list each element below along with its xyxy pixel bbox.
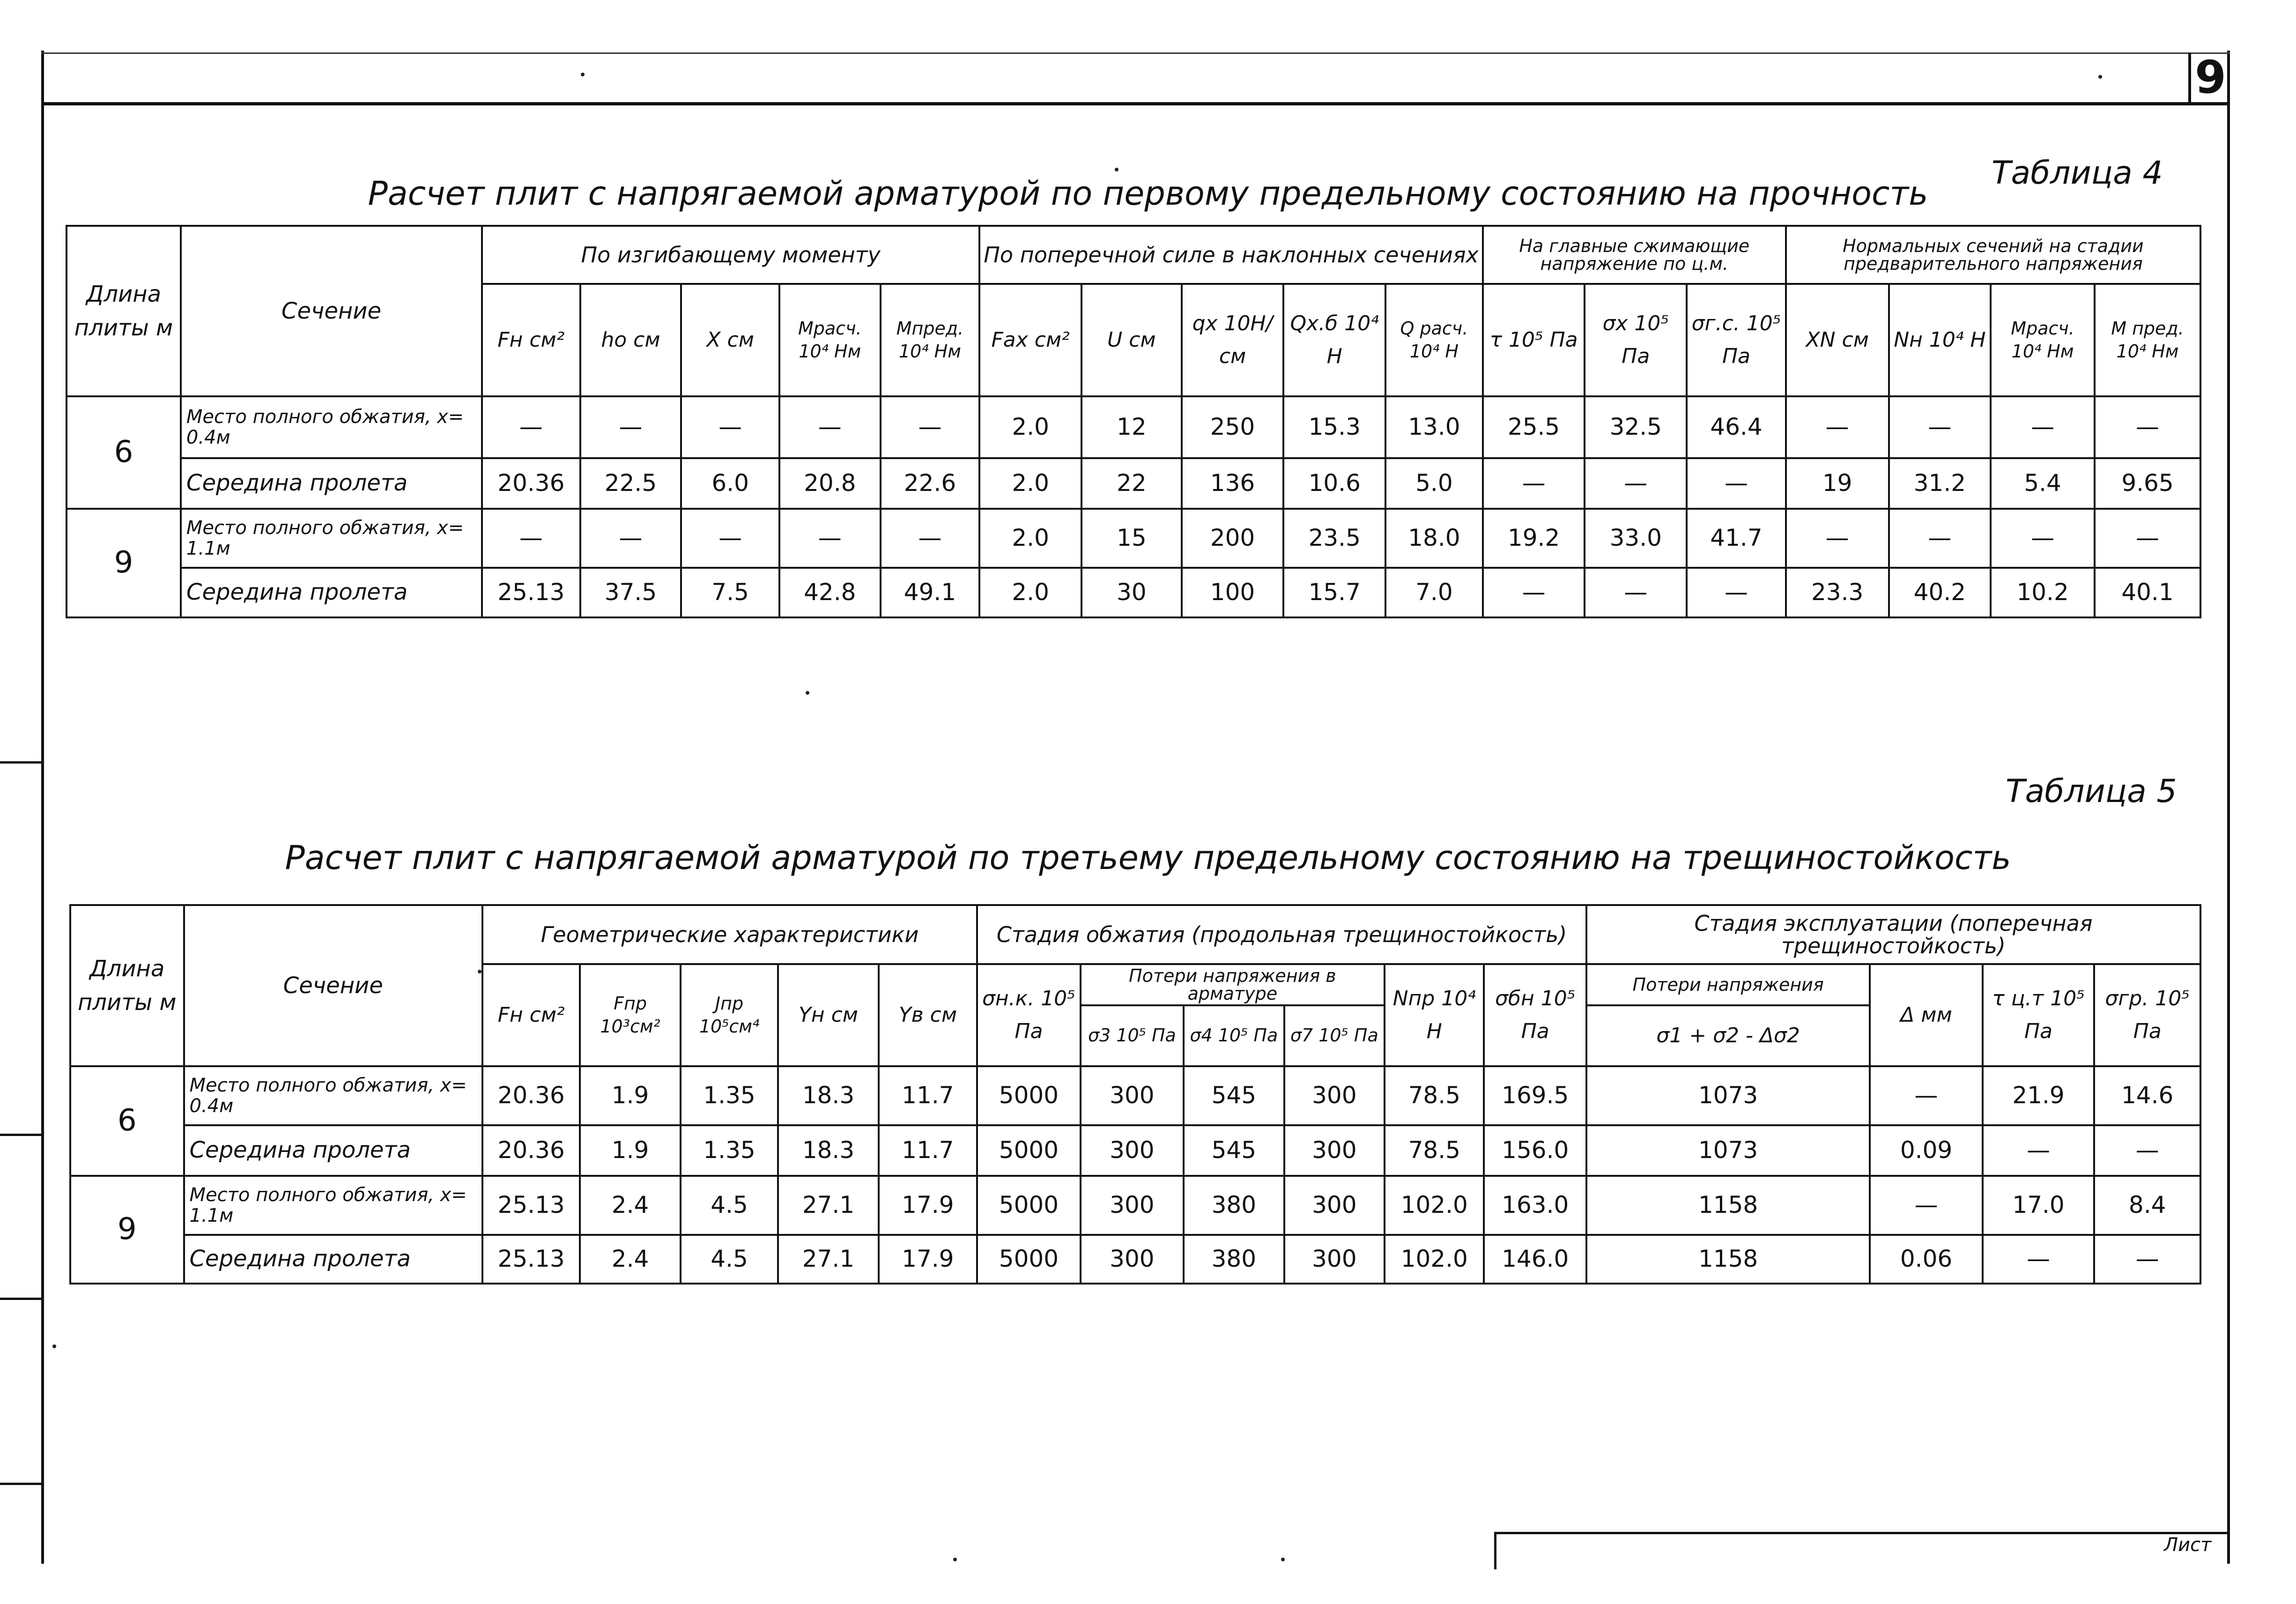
table5-plate-length: 6	[70, 1066, 184, 1176]
table-cell: 545	[1184, 1125, 1284, 1176]
table5-col-header: Fпр 10³см²	[580, 964, 680, 1066]
table-cell: 10.2	[1991, 568, 2095, 617]
margin-tick	[0, 1298, 42, 1300]
table-cell: 37.5	[580, 568, 681, 617]
table-cell: —	[2094, 1235, 2200, 1284]
table4-group-shear: По поперечной силе в наклонных сечениях	[979, 226, 1482, 284]
table-cell: 40.1	[2095, 568, 2200, 617]
table4-section-label: Место полного обжатия, x= 0.4м	[181, 396, 482, 458]
table-cell: —	[881, 509, 980, 568]
table5-col-header: σ7 10⁵ Па	[1284, 1005, 1385, 1066]
table4-col-header: qх 10Н/см	[1182, 284, 1284, 396]
table-cell: —	[1687, 568, 1786, 617]
table-cell: —	[1983, 1235, 2095, 1284]
table5-group-geometry: Геометрические характеристики	[482, 905, 977, 964]
table4-title: Расчет плит с напрягаемой арматурой по первому предельному состоянию на прочность	[368, 174, 1928, 213]
table-cell: 5.0	[1385, 458, 1483, 509]
scan-speck	[1115, 168, 1118, 171]
table5-col-header: σгр. 10⁵ Па	[2094, 964, 2200, 1066]
table-cell: 21.9	[1983, 1066, 2095, 1125]
table-cell: 42.8	[779, 568, 881, 617]
scan-speck	[953, 1558, 957, 1561]
table5-section-label: Место полного обжатия, x= 0.4м	[184, 1066, 482, 1125]
table5-section-label: Середина пролета	[184, 1125, 482, 1176]
table-cell: 10.6	[1283, 458, 1385, 509]
table-cell: 2.0	[979, 568, 1081, 617]
table-cell: —	[681, 509, 779, 568]
table-cell: —	[681, 396, 779, 458]
table-cell: 380	[1184, 1235, 1284, 1284]
table-cell: 18.3	[778, 1125, 878, 1176]
table-cell: 2.0	[979, 509, 1081, 568]
table-cell: 15.3	[1283, 396, 1385, 458]
table-cell: 102.0	[1385, 1235, 1484, 1284]
table-cell: 7.5	[681, 568, 779, 617]
table5-group-compression: Стадия обжатия (продольная трещиностойкость)	[977, 905, 1586, 964]
table4-plate-length: 9	[67, 509, 181, 617]
table-cell: 40.2	[1889, 568, 1991, 617]
table-cell: 20.36	[482, 1125, 580, 1176]
table-cell: —	[881, 396, 980, 458]
table-cell: 31.2	[1889, 458, 1991, 509]
frame-top-line	[41, 102, 2230, 105]
table-cell: 2.0	[979, 396, 1081, 458]
table-cell: 9.65	[2095, 458, 2200, 509]
table-row	[67, 509, 2200, 568]
table-cell: 156.0	[1484, 1125, 1586, 1176]
table-cell: 78.5	[1385, 1066, 1484, 1125]
table-cell: —	[1991, 396, 2095, 458]
table-cell: —	[2094, 1125, 2200, 1176]
table5-col-header: τ ц.т 10⁵ Па	[1983, 964, 2095, 1066]
table4-col-header: Mрасч. 10⁴ Нм	[1991, 284, 2095, 396]
table-row	[70, 1125, 2200, 1176]
table-cell: 23.5	[1283, 509, 1385, 568]
table-cell: 5.4	[1991, 458, 2095, 509]
table-cell: 5000	[977, 1125, 1080, 1176]
table-cell: 169.5	[1484, 1066, 1586, 1125]
table-cell: —	[1870, 1066, 1983, 1125]
table-cell: 13.0	[1385, 396, 1483, 458]
table-cell: 300	[1284, 1176, 1385, 1235]
table5-title: Расчет плит с напрягаемой арматурой по третьему предельному состоянию на трещиностойкость	[285, 839, 2011, 877]
table-cell: 15	[1081, 509, 1182, 568]
table-cell: —	[1483, 458, 1585, 509]
table-cell: 17.9	[879, 1235, 977, 1284]
table-cell: 2.0	[979, 458, 1081, 509]
table-cell: 49.1	[881, 568, 980, 617]
table4-col-header: X см	[681, 284, 779, 396]
table-cell: 8.4	[2094, 1176, 2200, 1235]
table5-col-header: Jпр 10⁵см⁴	[681, 964, 778, 1066]
table5-col-header: Fн см²	[482, 964, 580, 1066]
table-cell: 1.35	[681, 1125, 778, 1176]
sheet-label: Лист	[2164, 1534, 2212, 1556]
table-cell: 4.5	[681, 1235, 778, 1284]
table-cell: 27.1	[778, 1176, 878, 1235]
table-cell: 300	[1081, 1066, 1184, 1125]
table-cell: 18.3	[778, 1066, 878, 1125]
table5-col-header: σ4 10⁵ Па	[1184, 1005, 1284, 1066]
table-cell: —	[1585, 568, 1687, 617]
table-cell: —	[1585, 458, 1687, 509]
title-block-corner	[1494, 1532, 2230, 1569]
table-cell: 30	[1081, 568, 1182, 617]
table-cell: 136	[1182, 458, 1284, 509]
table4-col-header: Mрасч. 10⁴ Нм	[779, 284, 881, 396]
table-cell: —	[1687, 458, 1786, 509]
table4-col-header: σг.с. 10⁵ Па	[1687, 284, 1786, 396]
table-row	[67, 568, 2200, 617]
table-cell: —	[1870, 1176, 1983, 1235]
margin-tick	[0, 1483, 42, 1485]
table5-label: Таблица 5	[2006, 773, 2177, 810]
table4-col-header: Q расч. 10⁴ Н	[1385, 284, 1483, 396]
table5-section-label: Место полного обжатия, x= 1.1м	[184, 1176, 482, 1235]
table-cell: —	[2095, 396, 2200, 458]
table-cell: 22.5	[580, 458, 681, 509]
table4-col-header: hо см	[580, 284, 681, 396]
table4-section-label: Середина пролета	[181, 458, 482, 509]
table-cell: —	[580, 396, 681, 458]
frame-right-line	[2227, 51, 2230, 1564]
table-cell: 100	[1182, 568, 1284, 617]
table-cell: 1.9	[580, 1066, 680, 1125]
table4-col-header: M пред. 10⁴ Нм	[2095, 284, 2200, 396]
table-cell: —	[2095, 509, 2200, 568]
table5-group-header-row	[70, 905, 2200, 964]
table5-section-label: Середина пролета	[184, 1235, 482, 1284]
table-cell: 380	[1184, 1176, 1284, 1235]
table4-col-header: Qх.б 10⁴ Н	[1283, 284, 1385, 396]
table-cell: 46.4	[1687, 396, 1786, 458]
table-cell: 20.36	[482, 458, 580, 509]
table5-length-header: Длина плиты м	[70, 905, 184, 1066]
table-cell: 19.2	[1483, 509, 1585, 568]
table5	[69, 904, 2201, 1285]
table-cell: 1073	[1586, 1066, 1870, 1125]
table5-losses-group2: Потери напряжения	[1586, 964, 1870, 1005]
table4-col-header: Fн см²	[482, 284, 580, 396]
table-cell: 23.3	[1786, 568, 1889, 617]
table-cell: 5000	[977, 1235, 1080, 1284]
table-cell: 20.8	[779, 458, 881, 509]
table4-group-moment: По изгибающему моменту	[482, 226, 979, 284]
scan-speck	[2098, 75, 2102, 79]
table4-col-header: Mпред. 10⁴ Нм	[881, 284, 980, 396]
table5-col-header: σбн 10⁵ Па	[1484, 964, 1586, 1066]
table5-section-header: Сечение	[184, 905, 482, 1066]
table-cell: 200	[1182, 509, 1284, 568]
table4	[66, 225, 2201, 618]
table-cell: 14.6	[2094, 1066, 2200, 1125]
scan-speck	[52, 1344, 56, 1348]
table-cell: 5000	[977, 1066, 1080, 1125]
table-cell: —	[1483, 568, 1585, 617]
table-cell: 17.9	[879, 1176, 977, 1235]
table4-section-label: Место полного обжатия, x= 1.1м	[181, 509, 482, 568]
table5-plate-length: 9	[70, 1176, 184, 1284]
table-cell: —	[580, 509, 681, 568]
table-cell: 6.0	[681, 458, 779, 509]
scan-speck	[1281, 1558, 1285, 1561]
table-cell: 300	[1081, 1125, 1184, 1176]
table4-length-header: Длина плиты м	[67, 226, 181, 396]
table-cell: 33.0	[1585, 509, 1687, 568]
margin-tick	[0, 1134, 42, 1136]
table4-col-header: XN см	[1786, 284, 1889, 396]
table-cell: —	[779, 509, 881, 568]
table-cell: —	[1889, 509, 1991, 568]
table4-section-label: Середина пролета	[181, 568, 482, 617]
table-row	[67, 458, 2200, 509]
table-cell: 41.7	[1687, 509, 1786, 568]
table4-label: Таблица 4	[1992, 155, 2163, 192]
table-cell: 300	[1284, 1125, 1385, 1176]
table-cell: 2.4	[580, 1176, 680, 1235]
table-cell: 146.0	[1484, 1235, 1586, 1284]
table-cell: 18.0	[1385, 509, 1483, 568]
table-cell: 22.6	[881, 458, 980, 509]
table-cell: 25.5	[1483, 396, 1585, 458]
table-row	[70, 1235, 2200, 1284]
table5-col-header: σ3 10⁵ Па	[1081, 1005, 1184, 1066]
table4-plate-length: 6	[67, 396, 181, 509]
table-cell: —	[1786, 396, 1889, 458]
table5-group-service: Стадия эксплуатации (поперечная трещиностойкость)	[1586, 905, 2200, 964]
table-cell: 0.06	[1870, 1235, 1983, 1284]
table-cell: 4.5	[681, 1176, 778, 1235]
table-cell: 1073	[1586, 1125, 1870, 1176]
table-cell: 32.5	[1585, 396, 1687, 458]
table5-col-header: σ1 + σ2 - Δσ2	[1586, 1005, 1870, 1066]
table-cell: 300	[1081, 1176, 1184, 1235]
table-cell: 25.13	[482, 568, 580, 617]
table-cell: 1.35	[681, 1066, 778, 1125]
frame-top-thin-line	[41, 52, 2230, 54]
table-cell: 19	[1786, 458, 1889, 509]
frame-left-line	[41, 51, 44, 1564]
table-cell: 300	[1284, 1235, 1385, 1284]
table-cell: 0.09	[1870, 1125, 1983, 1176]
table5-col-header: Δ мм	[1870, 964, 1983, 1066]
table-cell: 1158	[1586, 1235, 1870, 1284]
table-cell: 22	[1081, 458, 1182, 509]
table-cell: 11.7	[879, 1125, 977, 1176]
margin-tick	[0, 761, 42, 764]
table-cell: 545	[1184, 1066, 1284, 1125]
table-cell: —	[482, 509, 580, 568]
table-cell: 78.5	[1385, 1125, 1484, 1176]
table4-col-header: Fах см²	[979, 284, 1081, 396]
table5-losses-group: Потери напряжения в арматуре	[1081, 964, 1385, 1005]
table-cell: 300	[1081, 1235, 1184, 1284]
table-cell: 15.7	[1283, 568, 1385, 617]
table-cell: 300	[1284, 1066, 1385, 1125]
table-row	[70, 1176, 2200, 1235]
table4-section-header: Сечение	[181, 226, 482, 396]
table4-col-header: U см	[1081, 284, 1182, 396]
table-cell: 250	[1182, 396, 1284, 458]
table-cell: —	[482, 396, 580, 458]
table5-col-header: σн.к. 10⁵ Па	[977, 964, 1080, 1066]
table-cell: 27.1	[778, 1235, 878, 1284]
table-cell: 5000	[977, 1176, 1080, 1235]
table4-col-header: Nн 10⁴ Н	[1889, 284, 1991, 396]
table-cell: 7.0	[1385, 568, 1483, 617]
table-cell: —	[779, 396, 881, 458]
table5-col-header: Yв см	[879, 964, 977, 1066]
table-cell: 1158	[1586, 1176, 1870, 1235]
table4-col-header: σх 10⁵ Па	[1585, 284, 1687, 396]
scan-speck	[581, 73, 585, 76]
table4-col-header: τ 10⁵ Па	[1483, 284, 1585, 396]
table-row	[70, 1066, 2200, 1125]
table-cell: 25.13	[482, 1176, 580, 1235]
table-cell: —	[1983, 1125, 2095, 1176]
table4-group-header-row	[67, 226, 2200, 284]
table-cell: 2.4	[580, 1235, 680, 1284]
scan-speck	[806, 691, 809, 695]
table-cell: —	[1889, 396, 1991, 458]
table-cell: 25.13	[482, 1235, 580, 1284]
page-number-box	[2188, 52, 2230, 102]
table-cell: —	[1786, 509, 1889, 568]
table-cell: 17.0	[1983, 1176, 2095, 1235]
table5-col-header: Nпр 10⁴ Н	[1385, 964, 1484, 1066]
table-cell: 11.7	[879, 1066, 977, 1125]
table-cell: 1.9	[580, 1125, 680, 1176]
table4-group-normal-sections: Нормальных сечений на стадии предварительного напряжения	[1786, 226, 2200, 284]
page-number: 9	[2195, 51, 2226, 104]
table-row	[67, 396, 2200, 458]
table4-group-principal-stress: На главные сжимающие напряжение по ц.м.	[1483, 226, 1786, 284]
table-cell: 102.0	[1385, 1176, 1484, 1235]
table-cell: 12	[1081, 396, 1182, 458]
table-cell: —	[1991, 509, 2095, 568]
table5-col-header: Yн см	[778, 964, 878, 1066]
table-cell: 20.36	[482, 1066, 580, 1125]
table-cell: 163.0	[1484, 1176, 1586, 1235]
